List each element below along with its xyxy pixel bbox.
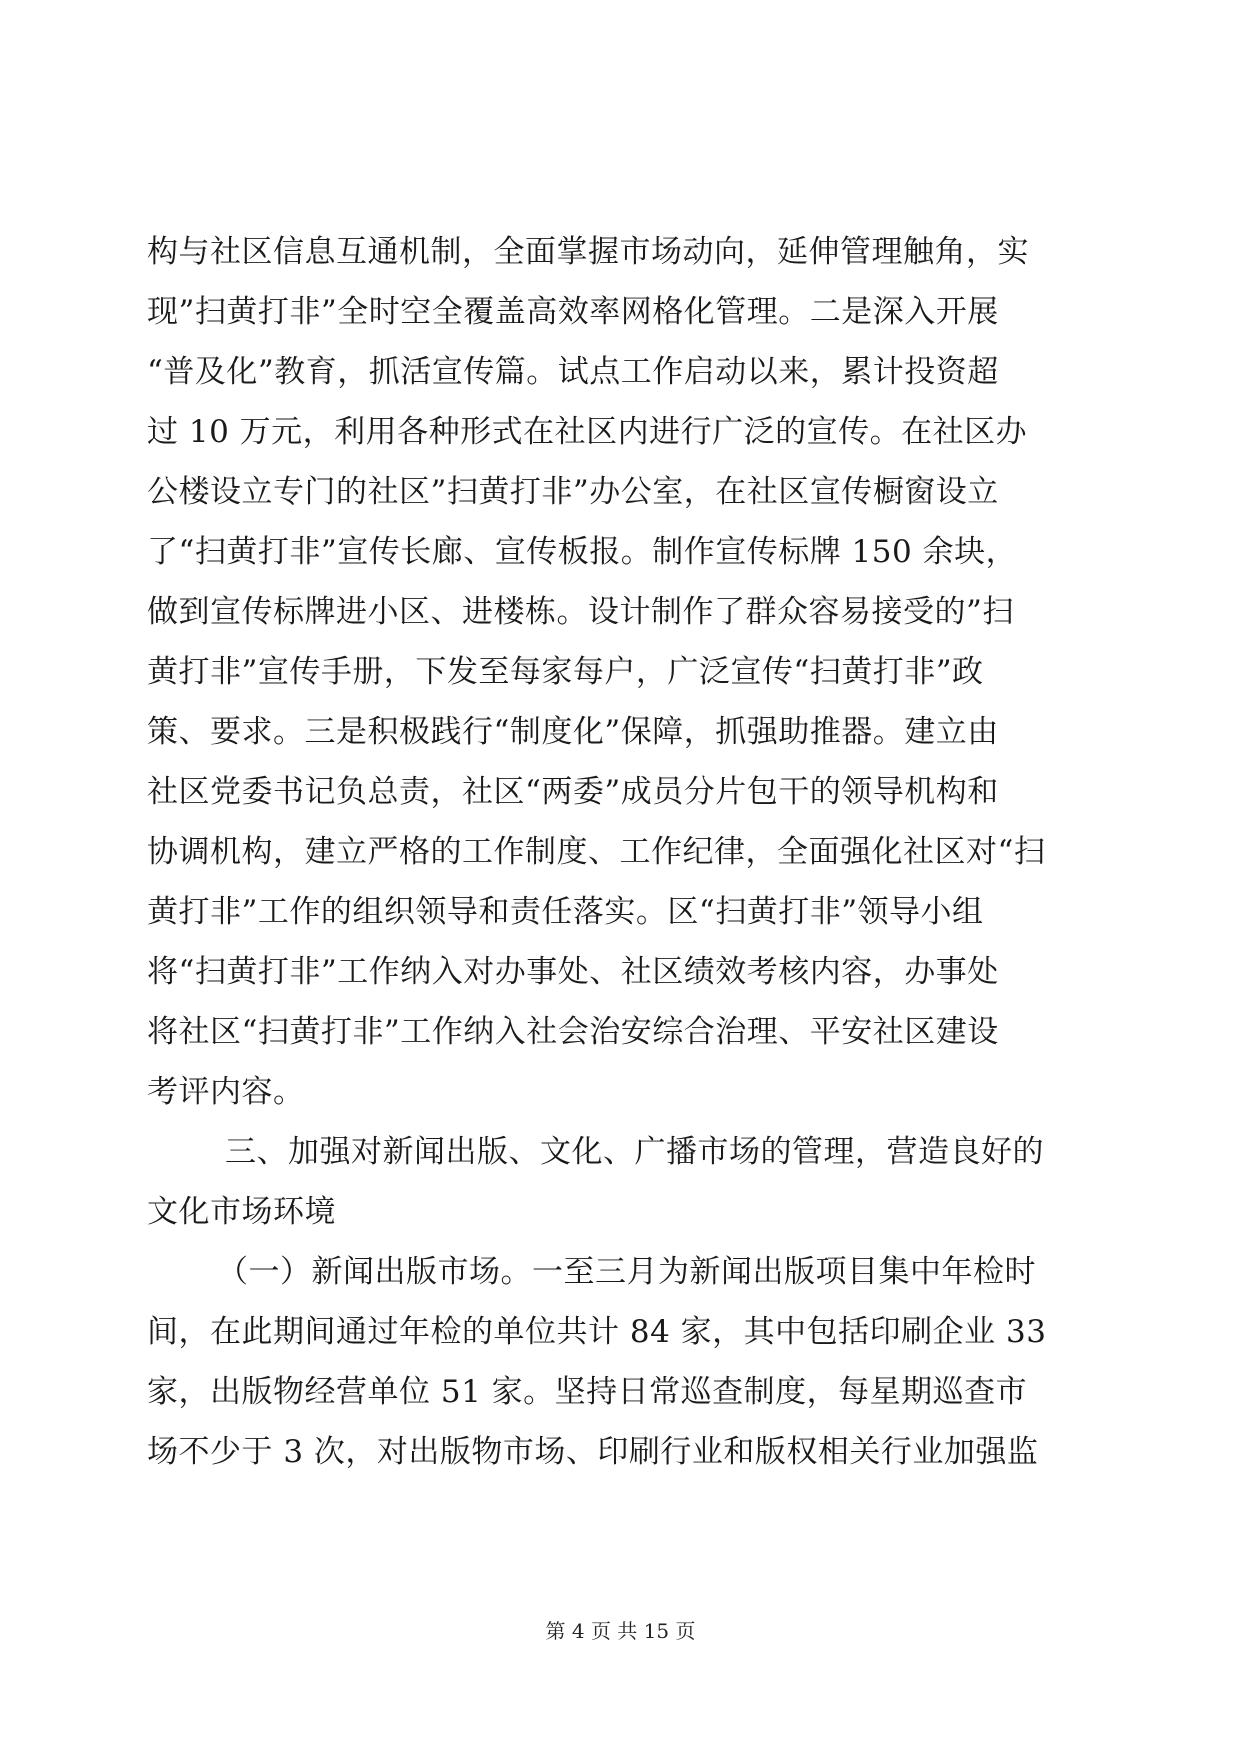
- text-line: 现”扫黄打非”全时空全覆盖高效率网格化管理。二是深入开展: [147, 294, 999, 330]
- text-line: 考评内容。: [147, 1074, 305, 1110]
- text-line: 将社区“扫黄打非”工作纳入社会治安综合治理、平安社区建设: [147, 1014, 999, 1050]
- page-footer: 第 4 页 共 15 页: [545, 1619, 696, 1643]
- section-heading-continued: 文化市场环境: [147, 1194, 336, 1230]
- document-body: [147, 222, 1087, 1482]
- section-heading: 三、加强对新闻出版、文化、广播市场的管理，营造良好的: [225, 1134, 1044, 1170]
- text-line: 构与社区信息互通机制，全面掌握市场动向，延伸管理触角，实: [147, 234, 1029, 270]
- text-line: 策、要求。三是积极践行“制度化”保障，抓强助推器。建立由: [147, 714, 999, 750]
- text-line: 公楼设立专门的社区”扫黄打非”办公室，在社区宣传橱窗设立: [147, 474, 999, 510]
- text-line: 了“扫黄打非”宣传长廊、宣传板报。制作宣传标牌 150 余块，: [147, 534, 1018, 570]
- text-line: 家，出版物经营单位 51 家。坚持日常巡查制度，每星期巡查市: [147, 1374, 1028, 1410]
- text-line: 过 10 万元，利用各种形式在社区内进行广泛的宣传。在社区办: [147, 414, 1028, 450]
- text-line: 协调机构，建立严格的工作制度、工作纪律，全面强化社区对“扫: [147, 834, 1046, 870]
- subsection-paragraph-start: （一）新闻出版市场。一至三月为新闻出版项目集中年检时: [217, 1254, 1036, 1290]
- text-line: 社区党委书记负总责，社区“两委”成员分片包干的领导机构和: [147, 774, 999, 810]
- text-line: 将“扫黄打非”工作纳入对办事处、社区绩效考核内容，办事处: [147, 954, 999, 990]
- text-line: 黄打非”工作的组织领导和责任落实。区“扫黄打非”领导小组: [147, 894, 984, 930]
- text-line: 间，在此期间通过年检的单位共计 84 家，其中包括印刷企业 33: [147, 1314, 1047, 1350]
- text-line: 黄打非”宣传手册，下发至每家每户，广泛宣传“扫黄打非”政: [147, 654, 984, 690]
- text-line: “普及化”教育，抓活宣传篇。试点工作启动以来，累计投资超: [147, 354, 999, 390]
- text-line: 做到宣传标牌进小区、进楼栋。设计制作了群众容易接受的”扫: [147, 594, 1014, 630]
- text-line: 场不少于 3 次，对出版物市场、印刷行业和版权相关行业加强监: [147, 1434, 1039, 1470]
